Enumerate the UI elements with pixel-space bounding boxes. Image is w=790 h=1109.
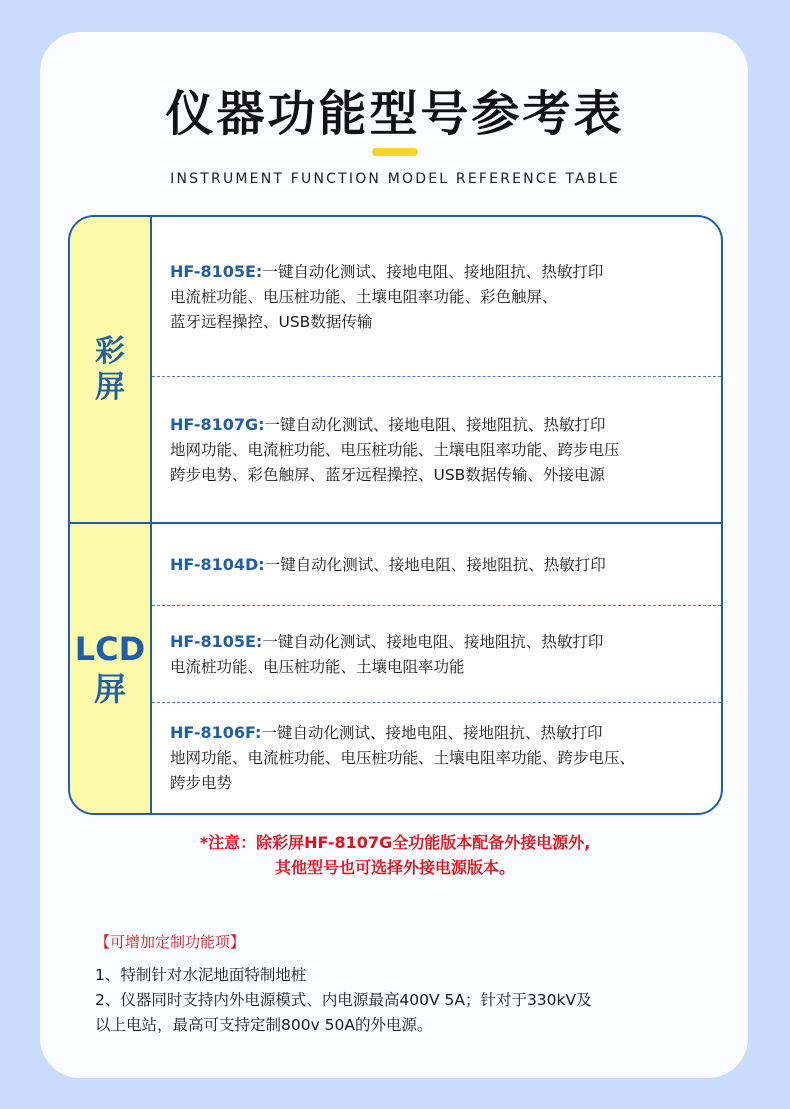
table-row-hf8104d <box>152 524 721 606</box>
category-label-line: 屏 <box>95 369 125 405</box>
row-line-1 <box>170 552 721 578</box>
model-name: HF-8107G: <box>170 414 265 434</box>
row-line-2: 地网功能、电流桩功能、电压桩功能、土壤电阻率功能、跨步电压 <box>170 440 620 459</box>
custom-item-2-cont: 以上电站，最高可支持定制800v 50A的外电源。 <box>95 1016 433 1034</box>
row-line-2: 电流桩功能、电压桩功能、土壤电阻率功能 <box>170 657 465 676</box>
model-reference-table <box>68 215 723 815</box>
page-title: 仪器功能型号参考表 <box>165 86 625 142</box>
note-line-1: *注意：除彩屏HF-8107G全功能版本配备外接电源外, <box>199 833 591 852</box>
row-line-2: 地网功能、电流桩功能、电压桩功能、土壤电阻率功能、跨步电压、 <box>170 749 636 767</box>
model-name: HF-8104D: <box>170 554 265 574</box>
category-label-line: 彩 <box>95 333 125 369</box>
page-subtitle: INSTRUMENT FUNCTION MODEL REFERENCE TABLE <box>170 171 620 187</box>
custom-item-2: 2、仪器同时支持内外电源模式、内电源最高400V 5A；针对于330kV及 <box>95 991 592 1009</box>
model-name: HF-8105E: <box>170 261 263 281</box>
row-line-1 <box>170 629 721 655</box>
table-row-hf8105e-color <box>152 217 721 377</box>
feature-text: 一键自动化测试、接地电阻、接地阻抗、热敏打印 <box>262 262 604 281</box>
model-name: HF-8106F: <box>170 723 262 742</box>
table-row-hf8105e-lcd <box>152 606 721 703</box>
row-line-1 <box>170 412 721 438</box>
model-name: HF-8105E: <box>170 631 263 651</box>
row-line-3: 蓝牙远程操控、USB数据传输 <box>170 312 373 331</box>
feature-text: 一键自动化测试、接地电阻、接地阻抗、热敏打印 <box>264 415 606 434</box>
feature-text: 一键自动化测试、接地电阻、接地阻抗、热敏打印 <box>262 632 604 651</box>
category-label-line: 屏 <box>93 669 126 708</box>
table-row-hf8107g <box>152 377 721 522</box>
table-row-hf8106f <box>152 703 721 813</box>
category-color-screen <box>70 217 152 522</box>
row-line-3: 跨步电势 <box>170 774 233 792</box>
row-line-2: 电流桩功能、电压桩功能、土壤电阻率功能、彩色触屏、 <box>170 287 558 306</box>
power-note <box>0 830 790 880</box>
category-lcd-screen <box>70 524 152 813</box>
custom-item-1: 1、特制针对水泥地面特制地桩 <box>95 966 307 984</box>
feature-text: 一键自动化测试、接地电阻、接地阻抗、热敏打印 <box>264 555 606 574</box>
custom-options-title: 【可增加定制功能项】 <box>95 933 246 951</box>
note-line-2: 其他型号也可选择外接电源版本。 <box>274 858 515 877</box>
category-label-line: LCD <box>74 629 146 668</box>
title-accent-bar <box>372 148 418 156</box>
row-line-3: 跨步电势、彩色触屏、蓝牙远程操控、USB数据传输、外接电源 <box>170 465 605 484</box>
feature-text: 一键自动化测试、接地电阻、接地阻抗、热敏打印 <box>261 724 603 742</box>
row-line-1 <box>170 259 721 285</box>
row-line-1 <box>170 720 721 746</box>
